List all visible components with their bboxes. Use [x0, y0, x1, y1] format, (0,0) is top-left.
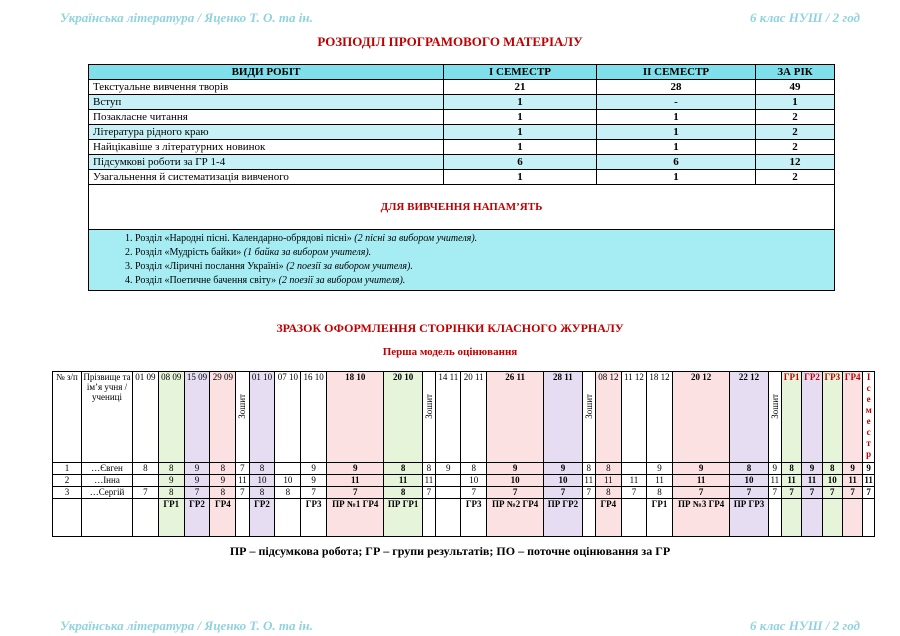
date-header: [384, 372, 422, 463]
mark-cell: 11: [842, 475, 862, 487]
header-label: 20 10: [392, 372, 414, 382]
group-cell: ПР №1 ГР4: [327, 499, 384, 537]
group-header: [802, 372, 822, 463]
name-header: Прізвище та ім’я учня / учениці: [82, 372, 133, 463]
mark-cell: 9: [672, 463, 729, 475]
mark-cell: 8: [249, 463, 275, 475]
value-cell: 1: [444, 95, 597, 110]
empty-cell: [53, 499, 82, 537]
mark-cell: 11: [236, 475, 249, 487]
header-label: 08 09: [161, 372, 182, 382]
date-header: [184, 372, 210, 463]
mark-cell: 9: [301, 463, 327, 475]
student-name: …Сергій: [82, 487, 133, 499]
num-header: № з/п: [53, 372, 82, 463]
mark-cell: 10: [730, 475, 768, 487]
notebook-header: [236, 372, 249, 463]
section2-subtitle: Перша модель оцінювання: [382, 346, 518, 358]
header-label: 15 09: [186, 372, 208, 382]
memorize-text: Розділ «Ліричні послання Україні»: [135, 261, 284, 272]
header-label: 28 11: [553, 372, 573, 382]
student-name: …Євген: [82, 463, 133, 475]
program-row: [89, 170, 835, 185]
date-header: [249, 372, 275, 463]
group-cell: [582, 499, 595, 537]
mark-cell: 7: [802, 487, 822, 499]
mark-cell: 9: [184, 475, 210, 487]
group-cell: [236, 499, 249, 537]
value-cell: 2: [756, 125, 835, 140]
group-cell: ГР3: [461, 499, 486, 537]
group-cell: ПР ГР1: [384, 499, 422, 537]
group-cell: ПР ГР2: [544, 499, 582, 537]
col-header: ВИДИ РОБІТ: [89, 65, 444, 80]
header-label: ГР4: [844, 372, 861, 382]
memorize-list: [113, 232, 830, 288]
group-cell: [863, 499, 875, 537]
work-type-cell: Узагальнення й систематизація вивченого: [89, 170, 444, 185]
mark-cell: [436, 475, 461, 487]
mark-cell: 9: [436, 463, 461, 475]
group-cell: [822, 499, 842, 537]
mark-cell: [133, 475, 159, 487]
date-header: [210, 372, 236, 463]
mark-cell: 8: [384, 463, 422, 475]
date-header: [544, 372, 582, 463]
mark-cell: 11: [384, 475, 422, 487]
date-header: [158, 372, 184, 463]
mark-cell: 11: [647, 475, 673, 487]
header-label: Зошит: [583, 394, 594, 419]
mark-cell: 9: [301, 475, 327, 487]
value-cell: 28: [597, 80, 756, 95]
mark-cell: 8: [822, 463, 842, 475]
date-header: [486, 372, 543, 463]
mark-cell: 7: [822, 487, 842, 499]
semester-header: [863, 372, 875, 463]
mark-cell: 10: [544, 475, 582, 487]
page-header: [60, 10, 860, 26]
mark-cell: 7: [582, 487, 595, 499]
date-header: [647, 372, 673, 463]
mark-cell: [621, 463, 646, 475]
value-cell: 2: [756, 170, 835, 185]
memorize-text: Розділ «Поетичне бачення світу»: [135, 275, 277, 286]
date-header: [672, 372, 729, 463]
memorize-item: [135, 246, 830, 260]
group-cell: ГР3: [301, 499, 327, 537]
value-cell: -: [597, 95, 756, 110]
date-header: [621, 372, 646, 463]
footer-right: 6 клас НУШ / 2 год: [749, 618, 860, 633]
value-cell: 1: [597, 140, 756, 155]
student-row: [53, 463, 875, 475]
mark-cell: 10: [822, 475, 842, 487]
mark-cell: 10: [486, 475, 543, 487]
memorize-item: [135, 260, 830, 274]
mark-cell: 7: [842, 487, 862, 499]
mark-cell: 7: [133, 487, 159, 499]
mark-cell: 8: [210, 463, 236, 475]
date-header: [327, 372, 384, 463]
value-cell: 1: [444, 125, 597, 140]
value-cell: 49: [756, 80, 835, 95]
date-header: [275, 372, 301, 463]
mark-cell: 11: [672, 475, 729, 487]
value-cell: 6: [444, 155, 597, 170]
group-cell: [133, 499, 159, 537]
mark-cell: 8: [249, 487, 275, 499]
value-cell: 1: [756, 95, 835, 110]
value-cell: 2: [756, 140, 835, 155]
memorize-item: [135, 274, 830, 288]
header-label: 01 09: [135, 372, 156, 382]
value-cell: 2: [756, 110, 835, 125]
date-header: [436, 372, 461, 463]
memorize-text: Розділ «Мудрість байки»: [135, 247, 242, 258]
header-label: 26 11: [505, 372, 525, 382]
header-label: 29 09: [212, 372, 233, 382]
header-label: 01 10: [251, 372, 273, 382]
header-label: ГР2: [804, 372, 820, 382]
group-cell: ПР №2 ГР4: [486, 499, 543, 537]
mark-cell: 8: [133, 463, 159, 475]
mark-cell: 8: [595, 463, 621, 475]
group-cell: [422, 499, 435, 537]
mark-cell: 11: [768, 475, 781, 487]
student-name: …Інна: [82, 475, 133, 487]
group-cell: [768, 499, 781, 537]
mark-cell: 7: [422, 487, 435, 499]
mark-cell: 11: [864, 475, 873, 485]
header-label: Зошит: [769, 394, 780, 419]
mark-cell: 10: [249, 475, 275, 487]
empty-cell: [82, 499, 133, 537]
group-header: [781, 372, 801, 463]
memorize-title: ДЛЯ ВИВЧЕННЯ НАПАМ’ЯТЬ: [89, 185, 835, 230]
mark-cell: 9: [647, 463, 673, 475]
legend: ПР – підсумкова робота; ГР – групи результатів; ПО – поточне оцінювання за ГР: [229, 544, 671, 558]
memorize-cell: [89, 230, 835, 291]
mark-cell: 8: [275, 487, 301, 499]
notebook-header: [768, 372, 781, 463]
value-cell: 1: [444, 170, 597, 185]
value-cell: 21: [444, 80, 597, 95]
mark-cell: 9: [863, 463, 875, 475]
header-label: І семестр: [865, 372, 872, 459]
mark-cell: 7: [863, 487, 875, 499]
mark-cell: 11: [595, 475, 621, 487]
section1-title: РОЗПОДІЛ ПРОГРАМОВОГО МАТЕРІАЛУ: [317, 34, 583, 49]
header-label: 16 10: [303, 372, 324, 382]
footer-left: Українська література / Яценко Т. О. та ін.: [60, 618, 313, 633]
memorize-note: (2 пісні за вибором учителя).: [354, 233, 478, 244]
mark-cell: 11: [582, 475, 595, 487]
header-label: Зошит: [237, 394, 248, 419]
section2-title: ЗРАЗОК ОФОРМЛЕННЯ СТОРІНКИ КЛАСНОГО ЖУРНАЛУ: [276, 321, 624, 335]
student-number: 3: [53, 487, 82, 499]
group-cell: ГР1: [158, 499, 184, 537]
mark-cell: 8: [158, 487, 184, 499]
mark-cell: 8: [647, 487, 673, 499]
header-left: Українська література / Яценко Т. О. та ін.: [60, 10, 313, 25]
memorize-note: (2 поезії за вибором учителя).: [278, 275, 406, 286]
program-row: [89, 155, 835, 170]
program-row: [89, 140, 835, 155]
mark-cell: 7: [301, 487, 327, 499]
date-header: [595, 372, 621, 463]
program-row: [89, 110, 835, 125]
student-number: 2: [53, 475, 82, 487]
memorize-item: [135, 232, 830, 246]
mark-cell: 9: [158, 475, 184, 487]
header-right: 6 клас НУШ / 2 год: [749, 10, 860, 25]
mark-cell: 7: [461, 487, 486, 499]
mark-cell: 8: [582, 463, 595, 475]
student-number: 1: [53, 463, 82, 475]
notebook-header: [422, 372, 435, 463]
memorize-note: (2 поезії за вибором учителя).: [286, 261, 413, 272]
mark-cell: 7: [327, 487, 384, 499]
notebook-header: [582, 372, 595, 463]
mark-cell: 9: [327, 463, 384, 475]
mark-cell: 9: [802, 463, 822, 475]
mark-cell: 9: [184, 463, 210, 475]
mark-cell: 8: [210, 487, 236, 499]
mark-cell: 11: [781, 475, 801, 487]
program-row: [89, 125, 835, 140]
header-label: ГР3: [824, 372, 841, 382]
group-cell: ГР4: [595, 499, 621, 537]
mark-cell: 11: [422, 475, 435, 487]
mark-cell: 7: [672, 487, 729, 499]
work-type-cell: Вступ: [89, 95, 444, 110]
journal-table: [52, 371, 875, 537]
mark-cell: 11: [802, 475, 822, 487]
mark-cell: 9: [544, 463, 582, 475]
program-row: [89, 95, 835, 110]
col-header: ЗА РІК: [756, 65, 835, 80]
page-footer: [60, 618, 860, 634]
mark-cell: 7: [768, 487, 781, 499]
value-cell: 12: [756, 155, 835, 170]
header-label: 18 10: [345, 372, 366, 382]
mark-cell: 8: [384, 487, 422, 499]
mark-cell: 8: [422, 463, 435, 475]
group-cell: ГР2: [184, 499, 210, 537]
group-cell: [842, 499, 862, 537]
col-header: ІІ СЕМЕСТР: [597, 65, 756, 80]
student-row: [53, 475, 875, 487]
group-header: [822, 372, 842, 463]
program-row: [89, 80, 835, 95]
mark-cell: [436, 487, 461, 499]
header-label: 18 12: [649, 372, 670, 382]
work-type-cell: Текстуальне вивчення творів: [89, 80, 444, 95]
group-header: [842, 372, 862, 463]
work-type-cell: Підсумкові роботи за ГР 1-4: [89, 155, 444, 170]
header-label: 11 12: [623, 372, 644, 382]
value-cell: 1: [444, 140, 597, 155]
date-header: [461, 372, 486, 463]
header-label: 20 11: [463, 372, 484, 382]
memorize-text: Розділ «Народні пісні. Календарно-обрядові пісні»: [135, 233, 352, 244]
work-type-cell: Позакласне читання: [89, 110, 444, 125]
mark-cell: 9: [842, 463, 862, 475]
group-cell: [275, 499, 301, 537]
header-label: 20 12: [691, 372, 712, 382]
header-label: 07 10: [277, 372, 298, 382]
value-cell: 6: [597, 155, 756, 170]
header-label: ГР1: [783, 372, 800, 382]
mark-cell: 8: [461, 463, 486, 475]
mark-cell: 7: [486, 487, 543, 499]
mark-cell: 10: [461, 475, 486, 487]
group-cell: [621, 499, 646, 537]
mark-cell: 9: [486, 463, 543, 475]
value-cell: 1: [597, 110, 756, 125]
mark-cell: 9: [768, 463, 781, 475]
date-header: [730, 372, 768, 463]
student-row: [53, 487, 875, 499]
mark-cell: 8: [781, 463, 801, 475]
value-cell: 1: [597, 170, 756, 185]
group-cell: ГР4: [210, 499, 236, 537]
group-cell: [802, 499, 822, 537]
value-cell: 1: [597, 125, 756, 140]
mark-cell: 8: [730, 463, 768, 475]
group-cell: ГР2: [249, 499, 275, 537]
mark-cell: 7: [236, 463, 249, 475]
group-cell: [781, 499, 801, 537]
work-type-cell: Найцікавіше з літературних новинок: [89, 140, 444, 155]
date-header: [301, 372, 327, 463]
mark-cell: 7: [236, 487, 249, 499]
group-cell: ГР1: [647, 499, 673, 537]
groups-row: [53, 499, 875, 537]
date-header: [133, 372, 159, 463]
mark-cell: 7: [621, 487, 646, 499]
group-cell: ПР №3 ГР4: [672, 499, 729, 537]
header-label: 14 11: [438, 372, 459, 382]
col-header: І СЕМЕСТР: [444, 65, 597, 80]
memorize-note: (1 байка за вибором учителя).: [243, 247, 372, 258]
mark-cell: [275, 463, 301, 475]
mark-cell: 7: [544, 487, 582, 499]
mark-cell: 8: [158, 463, 184, 475]
mark-cell: 7: [781, 487, 801, 499]
header-label: 08 12: [598, 372, 619, 382]
header-label: Зошит: [423, 394, 434, 419]
mark-cell: 8: [595, 487, 621, 499]
program-table: [88, 64, 835, 291]
group-cell: ПР ГР3: [730, 499, 768, 537]
mark-cell: 11: [327, 475, 384, 487]
mark-cell: 11: [621, 475, 646, 487]
journal-header-row: [53, 372, 875, 463]
value-cell: 1: [444, 110, 597, 125]
mark-cell: 7: [184, 487, 210, 499]
program-table-body: [89, 80, 835, 185]
mark-cell: 7: [730, 487, 768, 499]
header-label: 22 12: [738, 372, 760, 382]
mark-cell: 10: [275, 475, 301, 487]
group-cell: [436, 499, 461, 537]
mark-cell: 9: [210, 475, 236, 487]
work-type-cell: Література рідного краю: [89, 125, 444, 140]
